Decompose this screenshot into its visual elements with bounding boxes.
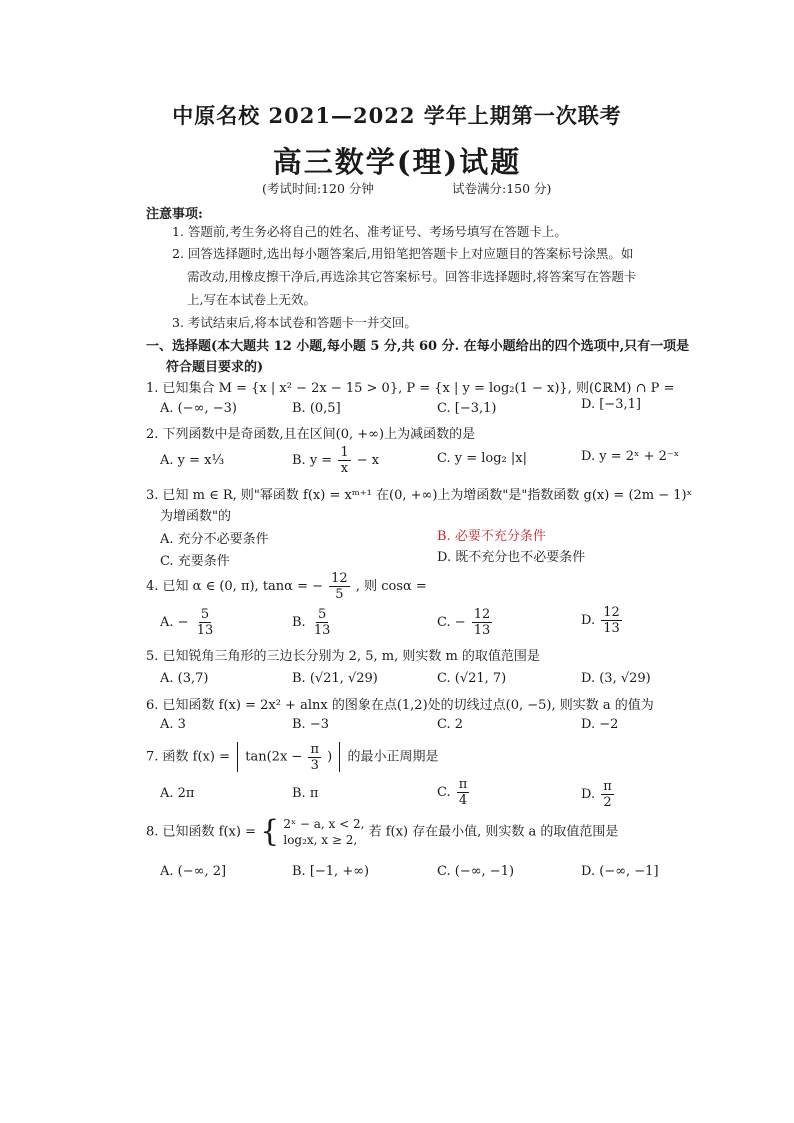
q4-c-fraction xyxy=(472,608,493,637)
full-score: 试卷满分:150 分) xyxy=(452,181,552,196)
q4-option-c xyxy=(437,608,494,637)
q7-c-prefix: C. xyxy=(437,785,451,800)
notice-line-1: 1. 答题前,考生务必将自己的姓名、准考证号、考场号填写在答题卡上。 xyxy=(172,224,567,239)
q8-option-b: B. [−1, +∞) xyxy=(292,864,370,879)
q7-c-denominator: 4 xyxy=(458,793,468,808)
q7-option-d xyxy=(581,780,616,809)
q4-c-numerator: 12 xyxy=(473,607,491,622)
q6-stem: 6. 已知函数 f(x) = 2x² + alnx 的图象在点(1,2)处的切线过点(0, −5), 则实数 a 的值为 xyxy=(146,698,654,713)
q8-case-1: 2ˣ − a, x < 2, xyxy=(283,817,365,831)
q7-option-c xyxy=(437,778,471,807)
q4-d-prefix: D. xyxy=(581,613,596,628)
q3-option-c: C. 充要条件 xyxy=(160,554,230,569)
q7-option-b: B. π xyxy=(292,786,319,801)
q8-option-a: A. (−∞, 2] xyxy=(160,864,227,879)
notice-line-2a: 2. 回答选择题时,选出每小题答案后,用铅笔把答题卡上对应题目的答案标号涂黑。如 xyxy=(172,246,634,261)
q5-option-a: A. (3,7) xyxy=(160,671,209,686)
q4-option-a xyxy=(160,608,217,637)
q7-c-fraction xyxy=(457,778,470,807)
exam-subject-title: 高三数学(理)试题 xyxy=(272,145,522,179)
q4-b-numerator: 5 xyxy=(317,607,327,622)
q2-option-a: A. y = x⅓ xyxy=(160,453,225,468)
q4-stem xyxy=(146,572,427,601)
q7-d-prefix: D. xyxy=(581,787,596,802)
q4-a-denominator: 13 xyxy=(196,623,214,638)
q4-a-prefix: A. − xyxy=(160,615,189,630)
q8-option-c: C. (−∞, −1) xyxy=(437,864,515,879)
q4-b-fraction xyxy=(312,608,333,637)
q3-option-a: A. 充分不必要条件 xyxy=(160,532,269,547)
q5-option-d: D. (3, √29) xyxy=(581,671,651,686)
q2-b-prefix: B. y = xyxy=(292,453,333,468)
notice-line-2b: 需改动,用橡皮擦干净后,再选涂其它答案标号。回答非选择题时,将答案写在答题卡 xyxy=(187,269,637,284)
q7-stem-fraction xyxy=(308,743,321,772)
q2-b-fraction xyxy=(338,446,350,475)
q5-option-c: C. (√21, 7) xyxy=(437,671,507,686)
q7-stem-close: ) xyxy=(327,749,333,765)
q6-option-d: D. −2 xyxy=(581,717,619,732)
q4-c-prefix: C. − xyxy=(437,615,466,630)
q8-stem xyxy=(146,816,618,848)
section-heading-line-1: 一、选择题(本大题共 12 小题,每小题 5 分,共 60 分. 在每小题给出的四个选项中,只有一项是 xyxy=(146,339,690,354)
exam-time: (考试时间:120 分钟 xyxy=(262,181,374,196)
q5-stem: 5. 已知锐角三角形的三边长分别为 2, 5, m, 则实数 m 的取值范围是 xyxy=(146,649,540,664)
q3-stem-line-1: 3. 已知 m ∈ R, 则"幂函数 f(x) = xᵐ⁺¹ 在(0, +∞)上为增函数"是"指数函数 g(x) = (2m − 1)ˣ xyxy=(146,488,693,503)
q6-option-c: C. 2 xyxy=(437,717,464,732)
q7-stem-numerator: π xyxy=(310,741,319,757)
notice-line-3: 3. 考试结束后,将本试卷和答题卡一并交回。 xyxy=(172,315,417,330)
section-heading-line-2: 符合题目要求的) xyxy=(166,360,264,375)
q2-b-numerator: 1 xyxy=(340,445,349,460)
q7-c-numerator: π xyxy=(458,777,468,792)
q2-option-b xyxy=(292,446,379,475)
q8-case-2: log₂x, x ≥ 2, xyxy=(283,833,358,848)
q8-stem-suffix: 若 f(x) 存在最小值, 则实数 a 的取值范围是 xyxy=(368,824,619,840)
q4-stem-numerator: 12 xyxy=(331,571,348,586)
exam-header-title: 中原名校 2021—2022 学年上期第一次联考 xyxy=(172,103,622,128)
q4-stem-fraction xyxy=(329,572,350,601)
q7-stem-inner: tan(2x − xyxy=(245,749,303,765)
q6-option-b: B. −3 xyxy=(292,717,329,732)
q7-option-a: A. 2π xyxy=(160,786,195,801)
q6-option-a: A. 3 xyxy=(160,717,186,732)
abs-bar-right xyxy=(339,742,340,772)
q2-b-suffix: − x xyxy=(356,453,380,468)
q1-option-c: C. [−3,1) xyxy=(437,401,497,416)
q4-option-b xyxy=(292,608,334,637)
q4-d-numerator: 12 xyxy=(603,605,620,620)
q8-piecewise xyxy=(283,816,364,848)
q4-a-fraction xyxy=(195,608,216,637)
q1-option-b: B. (0,5] xyxy=(292,401,341,416)
q4-option-d xyxy=(581,606,624,635)
q4-a-numerator: 5 xyxy=(200,607,210,622)
q4-d-denominator: 13 xyxy=(603,621,620,636)
q2-b-denominator: x xyxy=(340,461,349,476)
q7-stem-prefix: 7. 函数 f(x) = xyxy=(146,749,230,765)
notice-heading: 注意事项: xyxy=(146,207,203,222)
q7-d-numerator: π xyxy=(603,779,612,794)
q1-option-d: D. [−3,1] xyxy=(581,397,641,412)
q7-stem xyxy=(146,742,439,772)
q5-option-b: B. (√21, √29) xyxy=(292,671,378,686)
notice-line-2c: 上,写在本试卷上无效。 xyxy=(187,292,316,307)
q4-b-prefix: B. xyxy=(292,615,306,630)
abs-bar-left xyxy=(237,742,238,772)
q7-d-denominator: 2 xyxy=(603,795,612,810)
q1-stem: 1. 已知集合 M = {x | x² − 2x − 15 > 0}, P = {x | y = log₂(1 − x)}, 则(∁ℝM) ∩ P = xyxy=(146,381,675,396)
q2-option-d: D. y = 2ˣ + 2⁻ˣ xyxy=(581,449,680,464)
q4-c-denominator: 13 xyxy=(473,623,491,638)
q7-stem-suffix: 的最小正周期是 xyxy=(347,749,439,765)
q8-option-d: D. (−∞, −1] xyxy=(581,864,659,879)
q3-stem-line-2: 为增函数"的 xyxy=(160,509,231,524)
piecewise-brace: { xyxy=(260,814,280,850)
q4-d-fraction xyxy=(601,606,622,635)
q4-b-denominator: 13 xyxy=(313,623,331,638)
q7-stem-denominator: 3 xyxy=(310,757,319,773)
q2-option-c: C. y = log₂ |x| xyxy=(437,451,527,466)
q3-option-d: D. 既不充分也不必要条件 xyxy=(437,550,586,565)
q4-stem-prefix: 4. 已知 α ∈ (0, π), tanα = − xyxy=(146,579,323,594)
q1-option-a: A. (−∞, −3) xyxy=(160,401,237,416)
q3-option-b: B. 必要不充分条件 xyxy=(437,529,546,544)
q4-stem-denominator: 5 xyxy=(335,587,344,602)
q7-d-fraction xyxy=(601,780,614,809)
q4-stem-suffix: , 则 cosα = xyxy=(355,579,427,594)
q8-stem-prefix: 8. 已知函数 f(x) = xyxy=(146,824,256,840)
q2-stem: 2. 下列函数中是奇函数,且在区间(0, +∞)上为减函数的是 xyxy=(146,427,476,442)
